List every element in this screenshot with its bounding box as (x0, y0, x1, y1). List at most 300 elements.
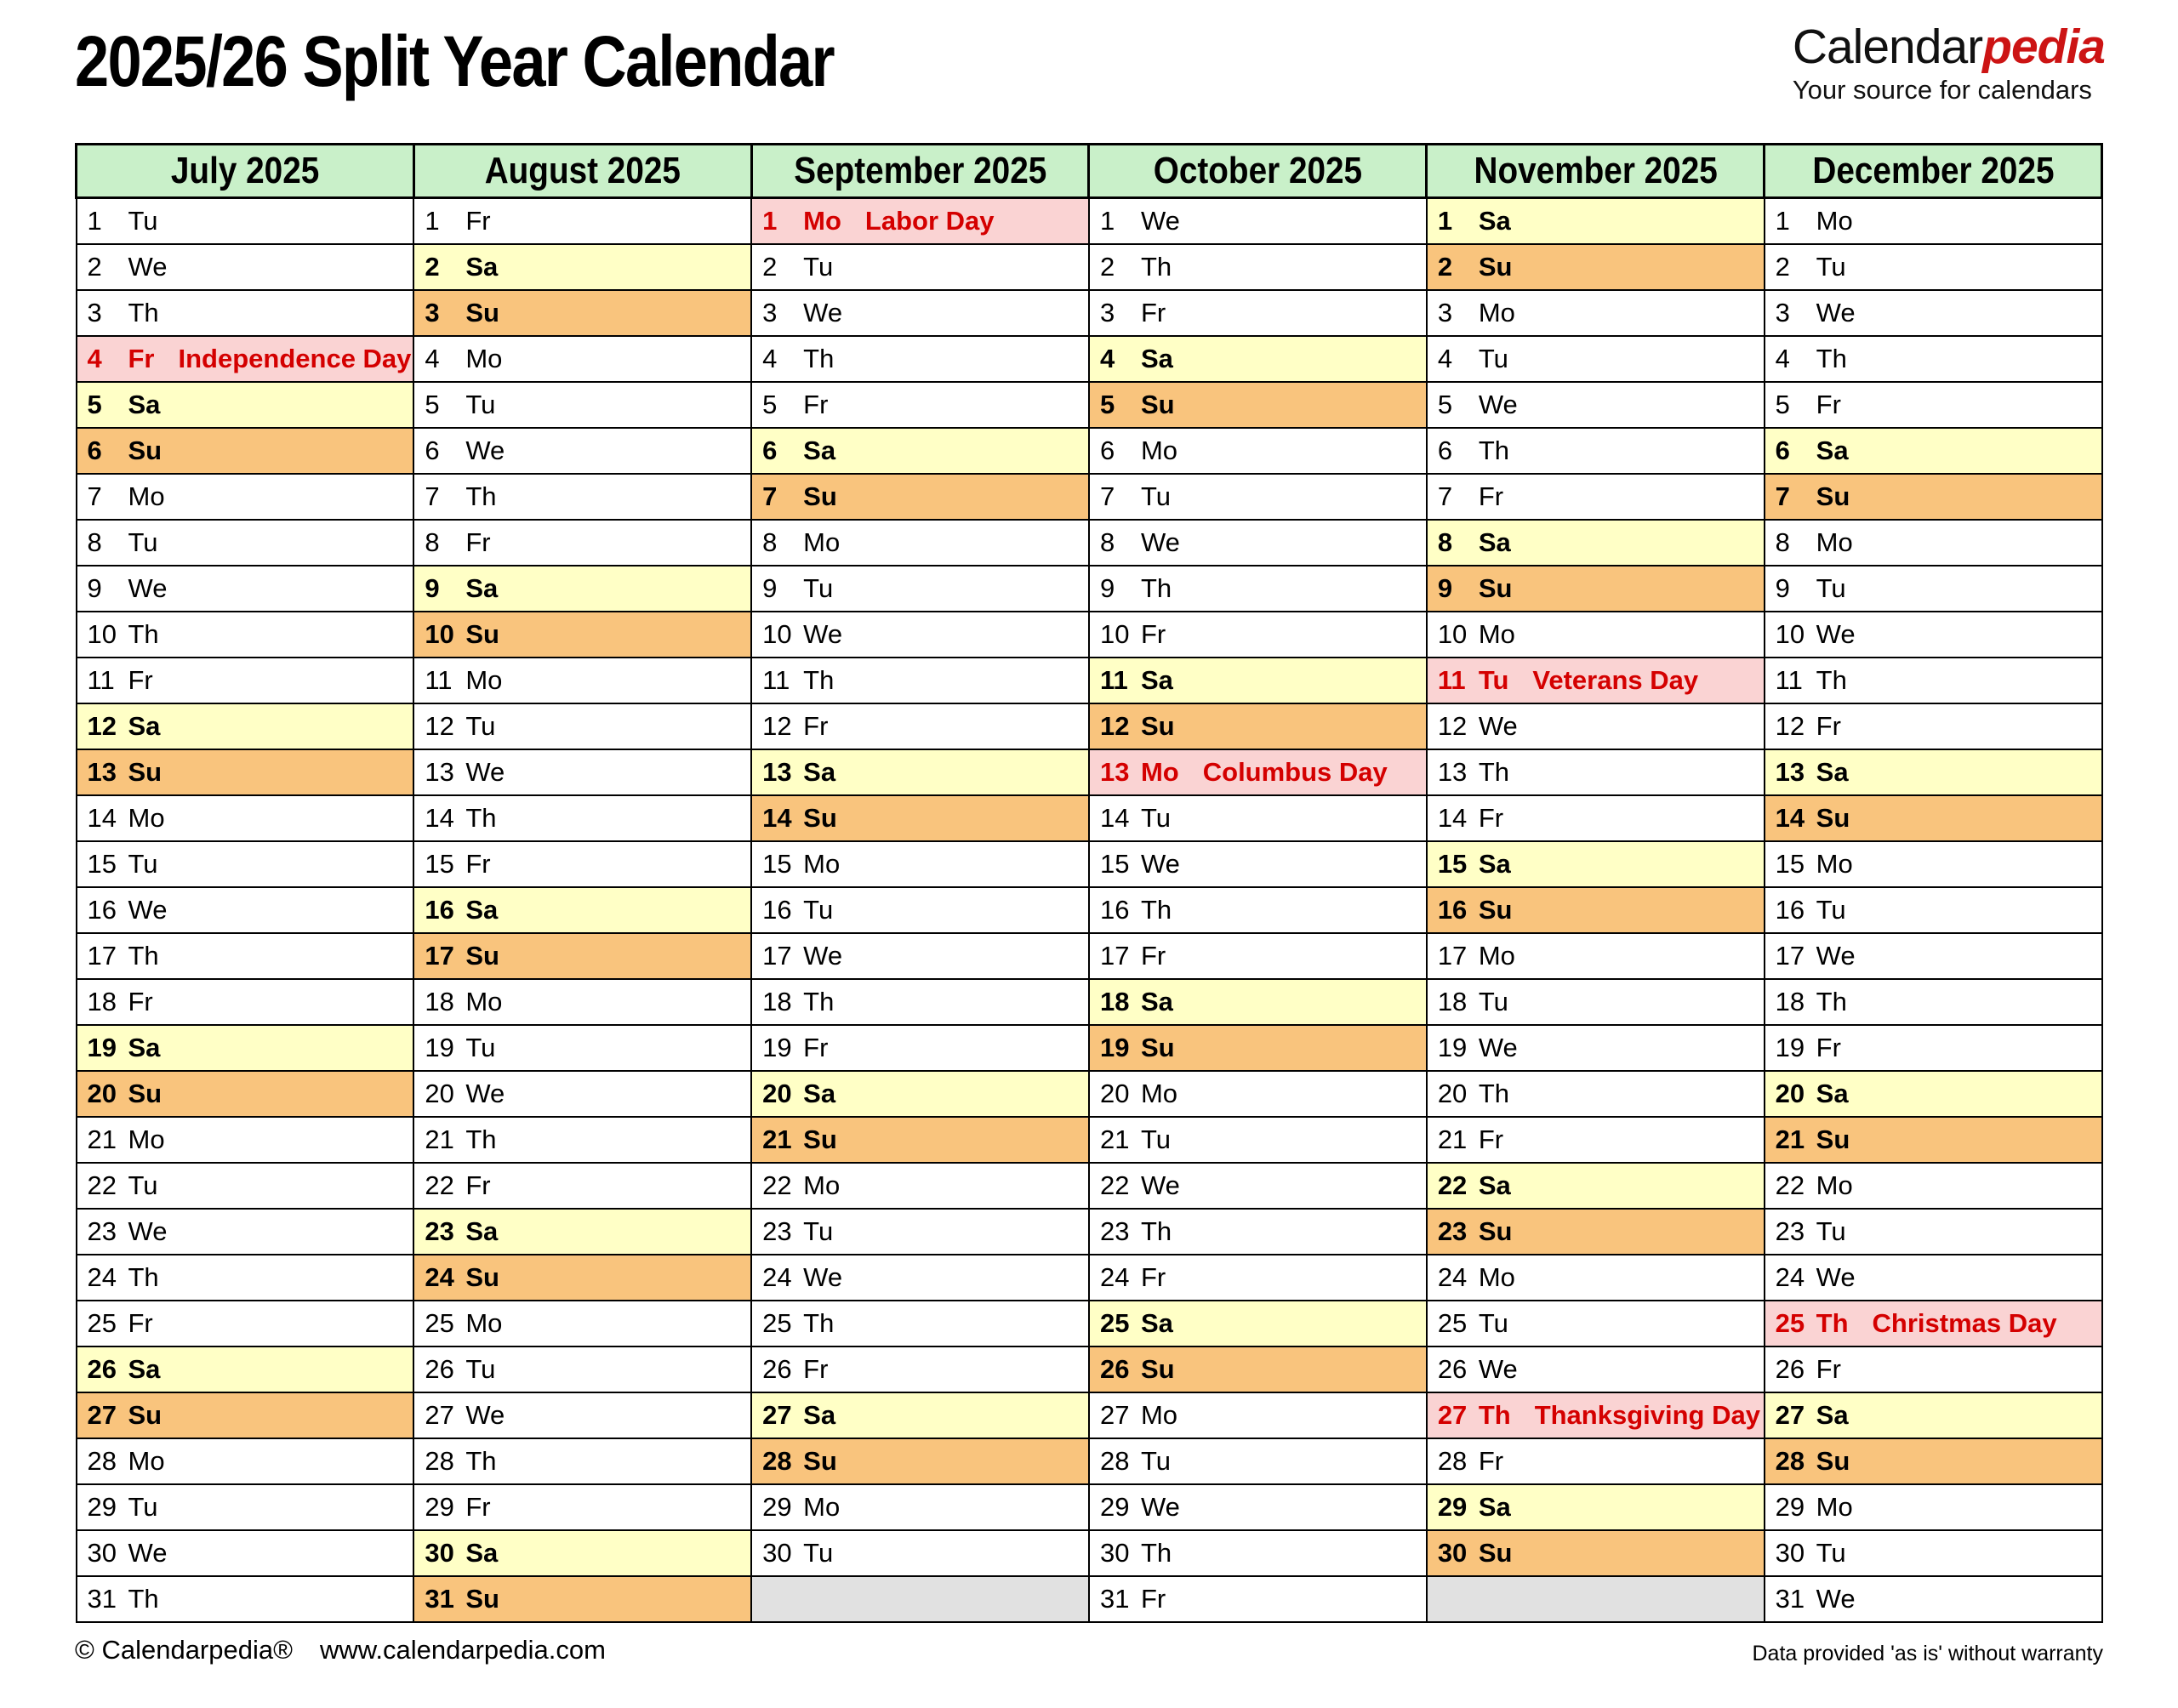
day-number: 13 (1099, 757, 1130, 787)
day-cell-october-15 (1089, 841, 1427, 887)
day-number: 23 (1099, 1216, 1130, 1246)
day-number: 25 (1775, 1308, 1805, 1338)
weekday-abbr: Th (1816, 665, 1847, 695)
day-number: 4 (87, 344, 102, 373)
day-number: 12 (1775, 711, 1805, 741)
day-number: 31 (87, 1584, 117, 1614)
day-cell-november-24 (1427, 1255, 1765, 1301)
day-cell-august-13 (413, 749, 751, 795)
day-cell-september-25 (751, 1301, 1089, 1346)
weekday-abbr: Mo (1140, 1079, 1178, 1108)
day-cell-september-6 (751, 428, 1089, 474)
day-cell-november-29 (1427, 1484, 1765, 1530)
day-cell-july-24 (77, 1255, 414, 1301)
day-number: 20 (425, 1079, 454, 1108)
weekday-abbr: Th (465, 1124, 497, 1154)
weekday-abbr: We (465, 436, 505, 465)
calendar-row-13 (77, 749, 2102, 795)
day-cell-november-26 (1427, 1346, 1765, 1392)
holiday-name: Labor Day (864, 206, 995, 236)
day-cell-july-26 (77, 1346, 414, 1392)
calendar-row-10 (77, 612, 2102, 658)
day-number: 6 (762, 436, 778, 465)
weekday-abbr: Fr (1140, 298, 1166, 327)
day-cell-september-3 (751, 290, 1089, 336)
calendar-row-5 (77, 382, 2102, 428)
day-cell-november-13 (1427, 749, 1765, 795)
month-header-label-july: July 2025 (170, 150, 320, 191)
day-number: 10 (425, 619, 454, 649)
weekday-abbr: Sa (1478, 1492, 1511, 1522)
weekday-abbr: Su (803, 1124, 837, 1154)
day-number: 17 (1775, 941, 1805, 971)
day-number: 3 (1099, 298, 1115, 327)
weekday-abbr: Tu (465, 711, 496, 741)
weekday-abbr: Su (1478, 252, 1513, 282)
day-number: 2 (425, 252, 440, 282)
day-cell-july-17 (77, 933, 414, 979)
day-cell-august-18 (413, 979, 751, 1025)
calendar-row-28 (77, 1438, 2102, 1484)
day-cell-july-9 (77, 566, 414, 612)
day-cell-november-17 (1427, 933, 1765, 979)
day-cell-october-16 (1089, 887, 1427, 933)
weekday-abbr: Fr (465, 206, 491, 236)
day-cell-august-10 (413, 612, 751, 658)
day-cell-november-6 (1427, 428, 1765, 474)
day-number: 10 (1099, 619, 1130, 649)
weekday-abbr: We (1478, 1354, 1518, 1384)
day-number: 28 (1437, 1446, 1468, 1476)
day-cell-december-20 (1765, 1071, 2102, 1117)
weekday-abbr: Sa (1816, 436, 1849, 465)
day-number: 5 (762, 390, 778, 419)
weekday-abbr: Su (465, 941, 499, 971)
weekday-abbr: Su (128, 1400, 162, 1430)
day-number: 2 (1775, 252, 1790, 282)
day-cell-december-24 (1765, 1255, 2102, 1301)
weekday-abbr: Sa (128, 1033, 161, 1062)
day-cell-december-19 (1765, 1025, 2102, 1071)
day-cell-august-2 (413, 244, 751, 290)
day-number: 27 (1099, 1400, 1130, 1430)
day-cell-november-22 (1427, 1163, 1765, 1209)
weekday-abbr: Fr (803, 390, 829, 419)
weekday-abbr: Fr (1478, 1446, 1504, 1476)
day-number: 1 (762, 206, 778, 236)
day-cell-november-19 (1427, 1025, 1765, 1071)
weekday-abbr: Mo (803, 527, 841, 557)
weekday-abbr: We (128, 1216, 168, 1246)
day-number: 26 (1437, 1354, 1468, 1384)
day-number: 17 (1437, 941, 1468, 971)
calendar-row-15 (77, 841, 2102, 887)
calendar-row-18 (77, 979, 2102, 1025)
weekday-abbr: Mo (803, 1492, 841, 1522)
weekday-abbr: Tu (803, 895, 834, 925)
page-title-text: 2025/26 Split Year Calendar (75, 21, 834, 101)
day-number: 18 (425, 987, 454, 1016)
day-cell-august-25 (413, 1301, 751, 1346)
day-cell-november-27 (1427, 1392, 1765, 1438)
weekday-abbr: Fr (1140, 1584, 1166, 1614)
day-number: 27 (762, 1400, 792, 1430)
day-number: 3 (87, 298, 102, 327)
weekday-abbr: Tu (465, 1033, 496, 1062)
weekday-abbr: Th (1140, 573, 1172, 603)
footer-left (75, 1635, 606, 1665)
day-number: 28 (87, 1446, 117, 1476)
day-number: 19 (762, 1033, 792, 1062)
day-cell-october-18 (1089, 979, 1427, 1025)
day-cell-september-17 (751, 933, 1089, 979)
weekday-abbr: Th (128, 619, 159, 649)
weekday-abbr: Fr (803, 1354, 829, 1384)
weekday-abbr: Sa (465, 1216, 499, 1246)
calendar-row-7 (77, 474, 2102, 520)
weekday-abbr: Fr (128, 987, 153, 1016)
weekday-abbr: Fr (1140, 1262, 1166, 1292)
day-number: 6 (1437, 436, 1453, 465)
day-number: 8 (1099, 527, 1115, 557)
day-cell-august-28 (413, 1438, 751, 1484)
day-cell-october-22 (1089, 1163, 1427, 1209)
weekday-abbr: Su (803, 803, 837, 833)
calendar-row-12 (77, 703, 2102, 749)
empty-cell-november-31 (1427, 1576, 1765, 1622)
day-cell-december-4 (1765, 336, 2102, 382)
day-number: 16 (1437, 895, 1468, 925)
weekday-abbr: Su (1816, 1124, 1850, 1154)
weekday-abbr: Fr (803, 711, 829, 741)
weekday-abbr: We (1140, 206, 1180, 236)
calendar-row-11 (77, 658, 2102, 703)
weekday-abbr: We (1816, 619, 1856, 649)
weekday-abbr: We (1816, 941, 1856, 971)
logo-tagline: Your source for calendars (1792, 74, 2092, 105)
day-number: 23 (1775, 1216, 1805, 1246)
weekday-abbr: Th (803, 665, 835, 695)
day-number: 30 (1775, 1538, 1805, 1568)
weekday-abbr: Sa (1140, 987, 1173, 1016)
day-number: 1 (1099, 206, 1115, 236)
weekday-abbr: Sa (803, 1079, 836, 1108)
logo-wordmark (1793, 22, 2105, 73)
calendar-row-25 (77, 1301, 2102, 1346)
day-number: 5 (1099, 390, 1115, 419)
weekday-abbr: Fr (1816, 1354, 1841, 1384)
day-cell-august-17 (413, 933, 751, 979)
day-number: 30 (425, 1538, 454, 1568)
calendar-row-23 (77, 1209, 2102, 1255)
day-number: 18 (762, 987, 792, 1016)
weekday-abbr: We (1478, 711, 1518, 741)
day-number: 13 (87, 757, 117, 787)
day-number: 11 (1099, 665, 1128, 695)
day-number: 13 (425, 757, 454, 787)
weekday-abbr: Su (1478, 1538, 1513, 1568)
day-cell-november-12 (1427, 703, 1765, 749)
day-cell-december-21 (1765, 1117, 2102, 1163)
day-number: 20 (87, 1079, 117, 1108)
day-number: 20 (1437, 1079, 1468, 1108)
weekday-abbr: Sa (1478, 849, 1511, 879)
day-number: 3 (1775, 298, 1790, 327)
weekday-abbr: Tu (803, 1216, 834, 1246)
day-cell-august-14 (413, 795, 751, 841)
weekday-abbr: Mo (1816, 206, 1853, 236)
day-number: 2 (762, 252, 778, 282)
weekday-abbr: Su (128, 757, 162, 787)
weekday-abbr: Tu (1816, 1538, 1846, 1568)
day-number: 24 (1437, 1262, 1468, 1292)
day-number: 10 (87, 619, 117, 649)
day-cell-july-12 (77, 703, 414, 749)
weekday-abbr: We (128, 573, 168, 603)
day-number: 7 (1099, 481, 1115, 511)
weekday-abbr: Th (1478, 1400, 1511, 1430)
day-number: 1 (1775, 206, 1790, 236)
day-number: 19 (87, 1033, 117, 1062)
day-cell-july-28 (77, 1438, 414, 1484)
calendar-row-8 (77, 520, 2102, 566)
weekday-abbr: Su (465, 1262, 499, 1292)
day-number: 5 (1437, 390, 1453, 419)
day-cell-july-8 (77, 520, 414, 566)
day-cell-october-7 (1089, 474, 1427, 520)
weekday-abbr: Th (1816, 987, 1847, 1016)
day-cell-december-29 (1765, 1484, 2102, 1530)
weekday-abbr: Th (803, 344, 835, 373)
weekday-abbr: Mo (1816, 527, 1853, 557)
weekday-abbr: Mo (465, 344, 503, 373)
weekday-abbr: Tu (128, 1170, 158, 1200)
day-cell-october-5 (1089, 382, 1427, 428)
calendar-row-9 (77, 566, 2102, 612)
month-header-label-december: December 2025 (1811, 150, 2055, 191)
day-number: 13 (1437, 757, 1468, 787)
day-cell-july-4 (77, 336, 414, 382)
day-cell-october-27 (1089, 1392, 1427, 1438)
month-header-october (1089, 145, 1427, 198)
weekday-abbr: Su (803, 1446, 837, 1476)
weekday-abbr: Fr (1140, 619, 1166, 649)
weekday-abbr: We (465, 757, 505, 787)
day-number: 30 (1099, 1538, 1130, 1568)
weekday-abbr: Fr (128, 665, 153, 695)
weekday-abbr: We (803, 941, 843, 971)
day-cell-december-7 (1765, 474, 2102, 520)
day-cell-september-16 (751, 887, 1089, 933)
day-cell-september-21 (751, 1117, 1089, 1163)
weekday-abbr: Su (1816, 803, 1850, 833)
weekday-abbr: Mo (465, 1308, 503, 1338)
day-cell-july-23 (77, 1209, 414, 1255)
day-number: 7 (87, 481, 102, 511)
day-cell-july-2 (77, 244, 414, 290)
day-number: 27 (87, 1400, 117, 1430)
day-number: 12 (762, 711, 792, 741)
day-cell-november-30 (1427, 1530, 1765, 1576)
weekday-abbr: Th (465, 481, 497, 511)
weekday-abbr: Th (803, 1308, 835, 1338)
day-number: 5 (1775, 390, 1790, 419)
day-cell-december-9 (1765, 566, 2102, 612)
weekday-abbr: Mo (1816, 849, 1853, 879)
calendar-row-30 (77, 1530, 2102, 1576)
day-number: 27 (1775, 1400, 1805, 1430)
day-number: 29 (87, 1492, 117, 1522)
weekday-abbr: Tu (1478, 344, 1508, 373)
day-number: 18 (87, 987, 117, 1016)
day-number: 11 (87, 665, 115, 695)
weekday-abbr: Sa (1478, 206, 1511, 236)
day-cell-october-31 (1089, 1576, 1427, 1622)
weekday-abbr: Fr (465, 1492, 491, 1522)
weekday-abbr: Mo (803, 849, 841, 879)
day-cell-october-21 (1089, 1117, 1427, 1163)
weekday-abbr: Tu (1816, 895, 1846, 925)
weekday-abbr: Mo (128, 1124, 165, 1154)
weekday-abbr: We (1140, 849, 1180, 879)
month-header-label-october: October 2025 (1153, 150, 1363, 191)
weekday-abbr: Su (465, 1584, 499, 1614)
day-number: 7 (1437, 481, 1453, 511)
day-cell-november-28 (1427, 1438, 1765, 1484)
weekday-abbr: Th (1816, 1308, 1849, 1338)
weekday-abbr: Sa (465, 1538, 499, 1568)
day-number: 7 (1775, 481, 1790, 511)
day-cell-july-15 (77, 841, 414, 887)
day-number: 31 (1775, 1584, 1805, 1614)
month-header-july (77, 145, 414, 198)
day-number: 20 (1099, 1079, 1130, 1108)
day-cell-september-11 (751, 658, 1089, 703)
day-cell-august-16 (413, 887, 751, 933)
weekday-abbr: Th (1816, 344, 1847, 373)
day-number: 19 (1775, 1033, 1805, 1062)
footer-url[interactable]: www.calendarpedia.com (319, 1635, 606, 1665)
calendar-row-17 (77, 933, 2102, 979)
weekday-abbr: We (128, 895, 168, 925)
weekday-abbr: Sa (1816, 1079, 1849, 1108)
day-number: 29 (1099, 1492, 1130, 1522)
day-number: 14 (425, 803, 454, 833)
day-number: 15 (1437, 849, 1468, 879)
weekday-abbr: Fr (1478, 481, 1504, 511)
day-number: 29 (425, 1492, 454, 1522)
weekday-abbr: Tu (1816, 1216, 1846, 1246)
weekday-abbr: Mo (1478, 619, 1515, 649)
day-cell-july-31 (77, 1576, 414, 1622)
weekday-abbr: Tu (1140, 1446, 1172, 1476)
day-number: 22 (1775, 1170, 1805, 1200)
weekday-abbr: Tu (803, 252, 834, 282)
day-cell-october-17 (1089, 933, 1427, 979)
day-number: 12 (87, 711, 117, 741)
weekday-abbr: We (803, 1262, 843, 1292)
day-number: 28 (1775, 1446, 1805, 1476)
day-number: 28 (1099, 1446, 1130, 1476)
day-cell-november-11 (1427, 658, 1765, 703)
day-number: 4 (1775, 344, 1790, 373)
day-cell-october-20 (1089, 1071, 1427, 1117)
day-cell-july-19 (77, 1025, 414, 1071)
day-cell-december-5 (1765, 382, 2102, 428)
day-cell-july-27 (77, 1392, 414, 1438)
weekday-abbr: Sa (1140, 1308, 1173, 1338)
weekday-abbr: We (1816, 1262, 1856, 1292)
day-cell-july-7 (77, 474, 414, 520)
day-cell-september-18 (751, 979, 1089, 1025)
weekday-abbr: Mo (1140, 757, 1179, 787)
day-cell-august-20 (413, 1071, 751, 1117)
weekday-abbr: Mo (1816, 1170, 1853, 1200)
holiday-name: Christmas Day (1872, 1308, 2057, 1338)
day-cell-august-1 (413, 198, 751, 245)
day-number: 23 (762, 1216, 792, 1246)
month-header-row (77, 145, 2102, 198)
weekday-abbr: We (803, 298, 843, 327)
day-cell-december-16 (1765, 887, 2102, 933)
weekday-abbr: Fr (465, 1170, 491, 1200)
weekday-abbr: Sa (465, 573, 499, 603)
calendar-row-14 (77, 795, 2102, 841)
weekday-abbr: Tu (803, 573, 834, 603)
weekday-abbr: Fr (1816, 711, 1841, 741)
weekday-abbr: Fr (1816, 390, 1841, 419)
day-cell-october-28 (1089, 1438, 1427, 1484)
day-number: 13 (762, 757, 792, 787)
day-cell-september-8 (751, 520, 1089, 566)
weekday-abbr: Fr (465, 849, 491, 879)
day-number: 19 (1437, 1033, 1468, 1062)
day-number: 24 (1099, 1262, 1130, 1292)
day-cell-october-26 (1089, 1346, 1427, 1392)
weekday-abbr: Th (1140, 252, 1172, 282)
day-cell-december-1 (1765, 198, 2102, 245)
day-number: 6 (425, 436, 440, 465)
day-number: 10 (1437, 619, 1468, 649)
weekday-abbr: Fr (128, 344, 155, 373)
day-cell-december-18 (1765, 979, 2102, 1025)
day-cell-december-31 (1765, 1576, 2102, 1622)
day-number: 14 (1437, 803, 1468, 833)
day-number: 31 (1099, 1584, 1130, 1614)
day-cell-august-27 (413, 1392, 751, 1438)
day-number: 25 (762, 1308, 792, 1338)
day-cell-december-26 (1765, 1346, 2102, 1392)
weekday-abbr: Th (465, 1446, 497, 1476)
weekday-abbr: Sa (1140, 665, 1173, 695)
weekday-abbr: We (1140, 1170, 1180, 1200)
day-number: 23 (1437, 1216, 1468, 1246)
day-number: 25 (1099, 1308, 1130, 1338)
weekday-abbr: We (1478, 1033, 1518, 1062)
day-cell-october-25 (1089, 1301, 1427, 1346)
day-cell-november-9 (1427, 566, 1765, 612)
weekday-abbr: Sa (465, 252, 499, 282)
weekday-abbr: Fr (1478, 1124, 1504, 1154)
day-cell-october-23 (1089, 1209, 1427, 1255)
day-number: 4 (1099, 344, 1115, 373)
day-number: 6 (1099, 436, 1115, 465)
weekday-abbr: Su (1140, 711, 1175, 741)
weekday-abbr: Mo (1140, 436, 1178, 465)
day-cell-december-25 (1765, 1301, 2102, 1346)
day-number: 30 (762, 1538, 792, 1568)
day-cell-october-2 (1089, 244, 1427, 290)
